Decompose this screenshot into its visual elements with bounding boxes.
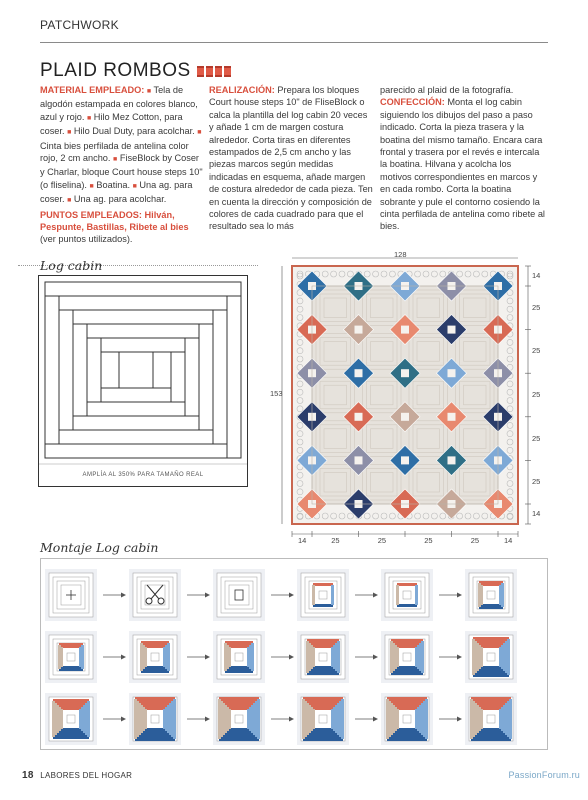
page-number: 18 <box>22 770 34 781</box>
realizacion-text: Prepara los bloques Court house steps 10" de FliseBlock o calca la plantilla del log cabin 20 veces y añade 1 cm de margen costura alrededor. Corta tiras en diferentes estampados de 2,5 cm ancho y las piezas marcos según medidas indicadas en esquema, añade margen de costura alrededor de cada pieza. Ten en cuenta la dirección y composición de colores de cada cuadrado para que el resultado sea lo más <box>209 85 373 232</box>
montaje-step <box>129 631 181 683</box>
confeccion-text: Monta el log cabin siguiendo los dibujos del paso a paso indicado. Corta la pieza trasera y la boatina del mismo tamaño. Encara cara frontal y trasera por el revés e intercala la boatina. Hilvana y acolcha los motivos correspondientes en marcos y en cada rombo. Corta la boatina sobrante y pule el contorno cosiendo la cinta perfilada de antelina como ribete al bies. <box>380 97 545 232</box>
section-label: PATCHWORK <box>40 18 119 32</box>
height-label: 153 <box>270 389 283 398</box>
material-item: Hilo Mez Cotton, para coser. <box>40 111 183 137</box>
montaje-title: Montaje Log cabin <box>40 540 159 555</box>
arrow-icon <box>121 593 126 598</box>
log-cabin-diagram <box>38 275 248 487</box>
arrow-icon <box>289 655 294 660</box>
montaje-step <box>45 569 97 621</box>
right-dim-label: 25 <box>532 346 541 356</box>
montaje-step <box>297 693 349 745</box>
material-label: MATERIAL EMPLEADO: <box>40 85 145 95</box>
montaje-step <box>465 631 517 683</box>
confeccion-column <box>380 84 545 233</box>
montaje-step <box>381 631 433 683</box>
montaje-step <box>213 693 265 745</box>
bottom-dim-label: 25 <box>377 536 387 545</box>
bottom-dim-label: 14 <box>298 536 307 545</box>
realizacion-label: REALIZACIÓN: <box>209 85 275 95</box>
montaje-step <box>465 569 517 621</box>
bottom-dim-label: 14 <box>504 536 513 545</box>
page-footer <box>22 770 132 781</box>
arrow-icon <box>457 593 462 598</box>
montaje-diagram <box>40 558 548 750</box>
magazine-name: LABORES DEL HOGAR <box>40 771 133 780</box>
material-item: Boatina. <box>96 179 131 190</box>
arrow-icon <box>205 717 210 722</box>
spool-icon <box>197 66 231 77</box>
bottom-dim-label: 25 <box>470 536 480 545</box>
page-title <box>40 60 231 82</box>
materials-column: MATERIAL EMPLEADO: ■ Tela de algodón estampada en colores blanco, azul y rojo. ■ Hilo Mez Cotton, para coser. ■ Hilo Dual Duty, para acolchar. ■ Cinta bies perfilada de antelina color rojo, 2 cm ancho. ■ FiseBlock by Coser y Charlar, bloque Court house steps 10" (o fliselina). ■ Boatina. ■ Una ag. para coser. ■ Una ag. para acolchar. PUNTOS EMPLEADOS: Hilván, Pespunte, Bastillas, Ribete al bies (ver puntos utilizados). <box>40 85 203 245</box>
montaje-step <box>297 631 349 683</box>
log-cabin-caption: AMPLÍA AL 350% PARA TAMAÑO REAL <box>82 472 204 478</box>
arrow-icon <box>373 593 378 598</box>
arrow-icon <box>205 655 210 660</box>
realizacion-column <box>209 84 374 233</box>
montaje-step <box>129 569 181 621</box>
log-cabin-drawing <box>39 276 247 486</box>
log-cabin-title: Log cabin <box>40 258 103 273</box>
montaje-step <box>45 631 97 683</box>
confeccion-label: CONFECCIÓN: <box>380 97 445 108</box>
arrow-icon <box>373 717 378 722</box>
montaje-step <box>297 569 349 621</box>
bottom-dim-label: 25 <box>424 536 433 545</box>
arrow-icon <box>289 593 294 598</box>
puntos-label: PUNTOS EMPLEADOS: <box>40 209 142 220</box>
confeccion-intro: parecido al plaid de la fotografía. <box>380 85 514 95</box>
montaje-step <box>129 693 181 745</box>
arrow-icon <box>289 717 294 722</box>
arrow-icon <box>457 717 462 722</box>
right-dim-label: 14 <box>532 271 541 280</box>
material-item: Hilo Dual Duty, para acolchar. <box>73 126 195 137</box>
montaje-step <box>381 569 433 621</box>
montaje-step <box>381 693 433 745</box>
arrow-icon <box>457 655 462 660</box>
right-dim-label: 25 <box>532 302 541 312</box>
width-label: 128 <box>394 250 407 259</box>
arrow-icon <box>373 655 378 660</box>
montaje-step <box>465 693 517 745</box>
right-dim-label: 25 <box>532 433 541 443</box>
right-dim-label: 25 <box>532 390 541 399</box>
material-item: Una ag. para coser. <box>40 179 193 205</box>
puntos-note: (ver puntos utilizados). <box>40 234 133 245</box>
arrow-icon <box>121 717 126 722</box>
quilt-layout <box>270 250 548 545</box>
bottom-dim-label: 25 <box>331 536 340 545</box>
material-item: FiseBlock by Coser y Charlar, bloque Court house steps 10" (o fliselina). <box>40 153 203 190</box>
right-dim-label: 25 <box>532 477 541 487</box>
right-dim-label: 14 <box>532 509 541 518</box>
material-item: Tela de algodón estampada en colores blanco, azul y rojo. <box>40 85 198 122</box>
material-item: Una ag. para acolchar. <box>73 194 167 205</box>
montaje-step <box>213 569 265 621</box>
watermark: PassionForum.ru <box>508 770 580 780</box>
header-rule <box>40 42 548 43</box>
montaje-step <box>45 693 97 745</box>
puntos-text: Hilván, Pespunte, Bastillas, Ribete al bies <box>40 209 189 233</box>
arrow-icon <box>121 655 126 660</box>
quilt-drawing <box>270 250 548 540</box>
title-text: PLAID ROMBOS <box>40 60 191 81</box>
arrow-icon <box>205 593 210 598</box>
montaje-step <box>213 631 265 683</box>
montaje-steps <box>41 559 547 749</box>
material-item: Cinta bies perfilada de antelina color rojo, 2 cm ancho. <box>40 140 189 164</box>
